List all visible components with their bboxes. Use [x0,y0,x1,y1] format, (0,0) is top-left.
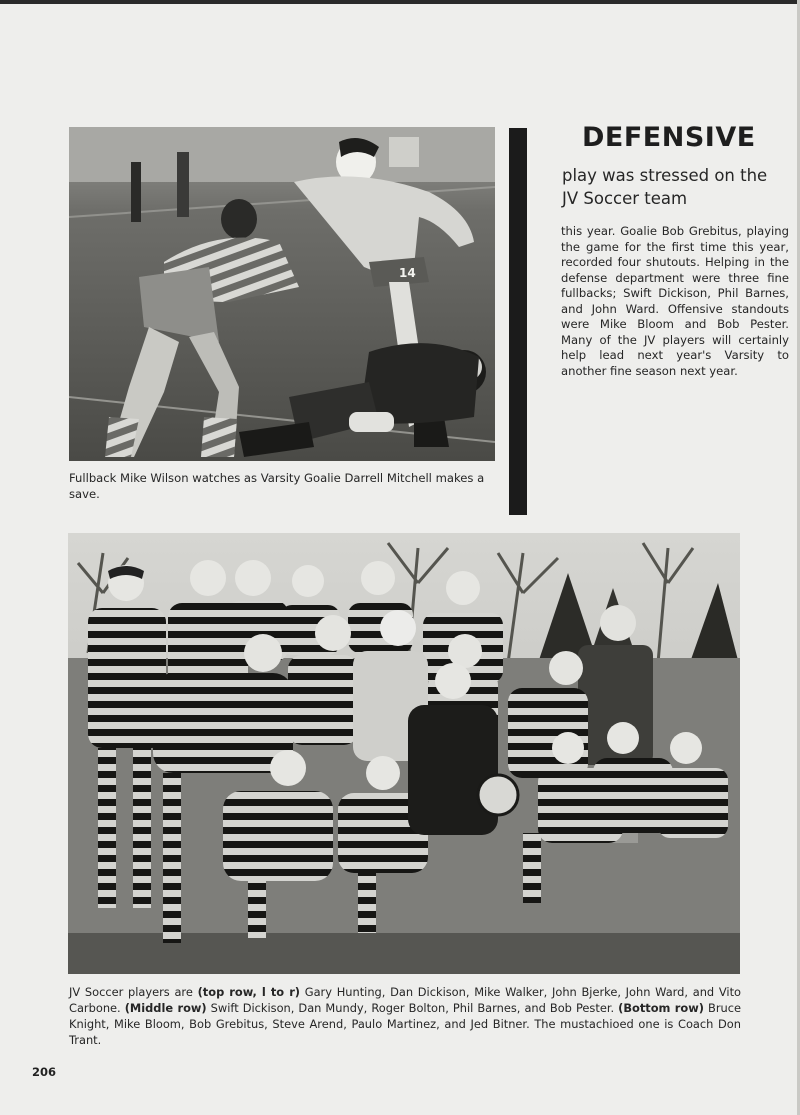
page-number: 206 [32,1065,57,1079]
jersey-number: 14 [399,266,416,280]
bottom-row-names: Bruce Knight, Mike Bloom, Bob Grebitus, Steve Arend, Paulo Martinez, and Jed Bitner. The mustachioed one is Coach Don Trant. [69,1001,742,1047]
bottom-row-label: (Bottom row) [618,1001,704,1015]
subheadline: play was stressed on the JV Soccer team [562,166,768,208]
caption-intro: JV Soccer players are [69,985,198,999]
decorative-vertical-bar [509,128,527,515]
team-photo [68,533,740,974]
headline: DEFENSIVE [582,122,756,153]
page-top-edge [0,0,800,4]
middle-row-label: (Middle row) [124,1001,207,1015]
middle-row-names: Swift Dickison, Dan Mundy, Roger Bolton, Phil Barnes, and Bob Pester. [206,1001,619,1015]
top-row-names: Gary Hunting, Dan Dickison, Mike Walker, John Bjerke, John Ward, and Vito Carbone. [69,985,742,1015]
goalie-save-illustration [69,127,495,461]
goalie-photo-caption: Fullback Mike Wilson watches as Varsity Goalie Darrell Mitchell makes a save. [69,471,485,501]
team-photo-caption [69,984,741,1048]
goalie-save-photo [69,127,495,461]
article-body: this year. Goalie Bob Grebitus, playing the game for the first time this year, recorded four shutouts. Helping in the defense department were three fine fullbacks; Swift Dickison, Phil Barnes, and John Ward. Offensive standouts were Mike Bloom and Bob Pester. Many of the JV players will certainly help lead next year's Varsity to another fine season next year. [561,224,789,378]
top-row-label: (top row, l to r) [197,985,301,999]
team-photo-illustration [68,533,740,974]
